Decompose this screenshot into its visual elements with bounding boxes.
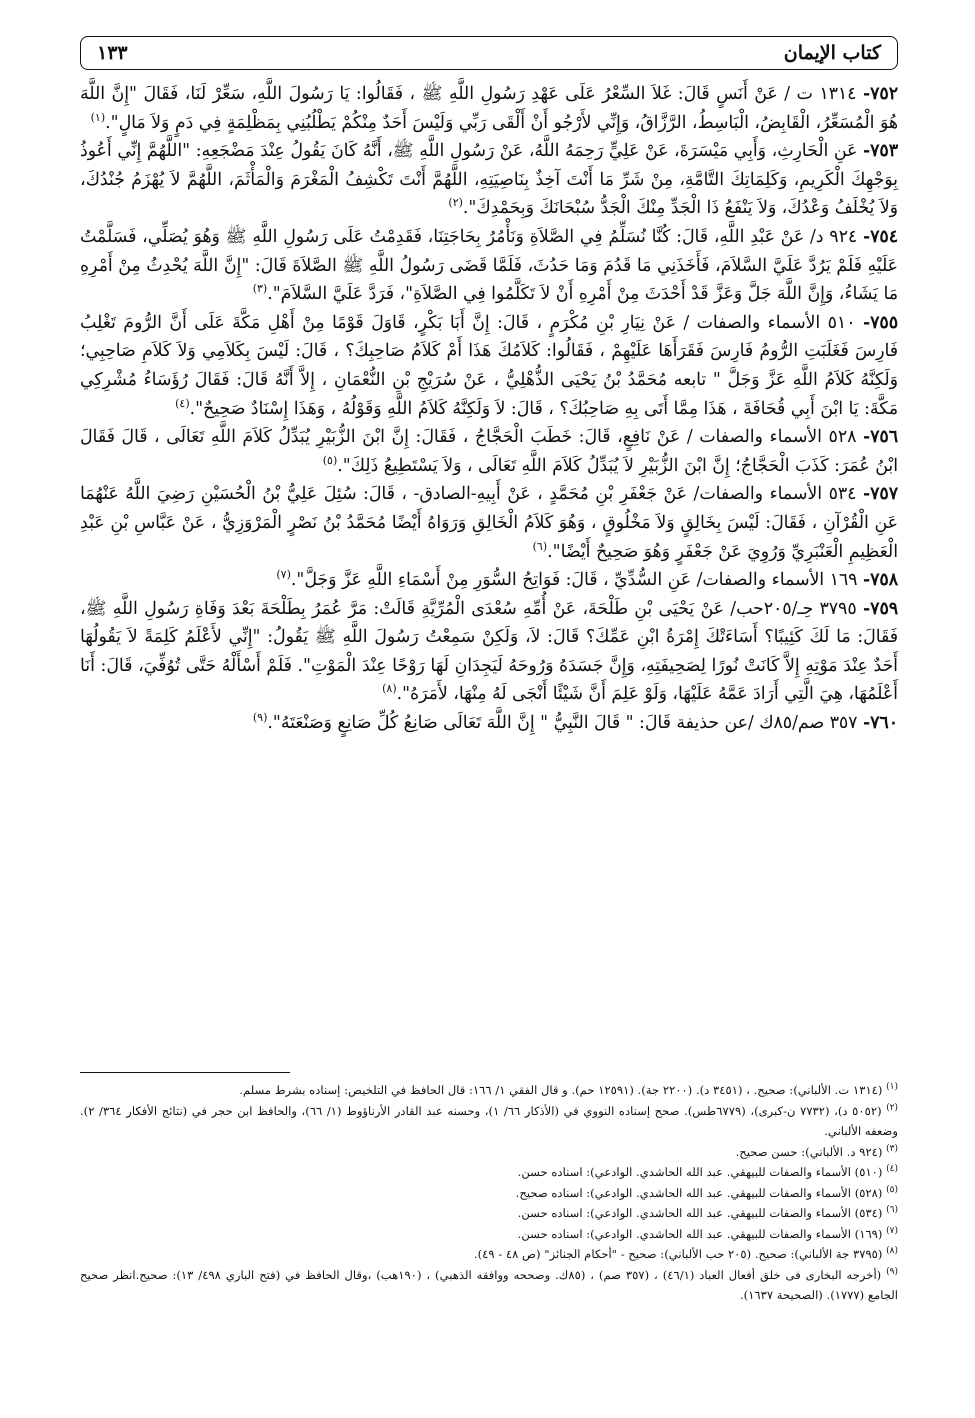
footnote-text: (٥٣٤) الأسماء والصفات للبيهقي. عبد الله الحاشدي. الوادعي): اسناده حسن.: [517, 1206, 883, 1220]
hadith-entry: [80, 137, 898, 223]
footnote-mark: (٧): [886, 1225, 898, 1236]
footnote-divider: [80, 1072, 290, 1073]
hadith-number: ٧٥٨-: [862, 570, 898, 591]
footnote-mark: (٥): [886, 1184, 898, 1195]
hadith-entry: [80, 709, 898, 738]
footnote-text: (٥١٠) الأسماء والصفات للبيهقي. عبد الله الحاشدي. الوادعي): اسناده حسن.: [517, 1165, 883, 1179]
footnote: [80, 1224, 898, 1245]
footnote: [80, 1203, 898, 1224]
hadith-entry: [80, 566, 898, 595]
footnote-mark: (٣): [886, 1143, 898, 1154]
footnote-text: (٣٧٩٥ جة الألباني): صحيح. (٢٠٥ حب الألباني): صحيح - "أحكام الجنائز" (ص ٤٨ - ٤٩).: [473, 1247, 883, 1261]
footnote-ref[interactable]: (١): [90, 110, 106, 124]
footnote-text: (٥٢٨) الأسماء والصفات للبيهقي. عبد الله الحاشدي. الوادعي): اسناده صحيح.: [515, 1185, 883, 1200]
page-header: [80, 36, 898, 70]
hadith-number: ٧٦٠-: [862, 713, 898, 734]
hadith-text: ١٦٩ الأسماء والصفات/ عَنِ السُّدِّيِّ ، قَالَ: فَوَاتِحُ السُّوَرِ مِنْ أَسْمَاءِ اللَّهِ عَزَّ وَجَلَّ".: [290, 570, 858, 591]
footnote-ref[interactable]: (٣): [252, 282, 268, 296]
hadith-text: ٥٢٨ الأسماء والصفات / عَنْ نَافِعٍ، قَالَ: خَطَبَ الْحَجَّاجُ ، فَقَالَ: إِنَّ ابْنَ الزُّبَيْرِ يُبَدِّلُ كَلاَمَ اللَّهِ تَعَالَى ، قَالَ فَقَالَ ابْنُ عُمَرَ: كَذَبَ الْحَجَّاجُ؛ إِنَّ ابْنَ الزُّبَيْرِ لاَ يُبَدِّلُ كَلاَمَ اللَّهِ تَعَالَى ، وَلاَ يَسْتَطِيعُ ذَلِكَ".: [80, 427, 898, 476]
page-number: ١٣٣: [97, 42, 128, 64]
page: [80, 36, 899, 1302]
footnote-ref[interactable]: (٦): [532, 539, 548, 553]
footnote-mark: (٢): [886, 1102, 899, 1113]
footnote-ref[interactable]: (٥): [322, 453, 338, 467]
footnotes: [80, 1080, 898, 1306]
hadith-entry: [80, 480, 898, 566]
footnote-text: (٥٠٥٢ د)، (٧٧٣٢ ن-كبرى)، (٦٧٧٩طس). صحح إسناده النووي في (الأذكار ٦٦/ ١)، وحسنه عبد القادر الأرناؤوط (١/ ٦٦)، والحافظ ابن حجر في (نتائج الأفكار ٣٦٤/ ٢). وضعفه الألباني.: [80, 1103, 898, 1138]
hadith-text: ٩٢٤ د/ عَنْ عَبْدِ اللَّهِ، قَالَ: كُنَّا نُسَلِّمُ فِي الصَّلاَةِ وَنَأْمُرُ بِحَاجَتِنَا، فَقَدِمْتُ عَلَى رَسُولِ اللَّهِ ﷺ وَهُوَ يُصَلِّي، فَسَلَّمْتُ عَلَيْهِ فَلَمْ يَرُدَّ عَلَيَّ السَّلاَمَ، فَأَخَذَنِي مَا قَدُمَ وَمَا حَدُثَ، فَلَمَّا قَضَى رَسُولُ اللَّهِ ﷺ الصَّلاَةَ قَالَ: "إِنَّ اللَّهَ يُحْدِثُ مِنْ أَمْرِهِ مَا يَشَاءُ، وَإِنَّ اللَّهَ جَلَّ وَعَزَّ قَدْ أَحْدَثَ مِنْ أَمْرِهِ أَنْ لاَ تَكَلَّمُوا فِي الصَّلاَةِ"، فَرَدَّ عَلَيَّ السَّلاَمَ".: [80, 226, 898, 305]
hadith-number: ٧٥٧-: [862, 484, 898, 505]
footnote-ref[interactable]: (٧): [276, 568, 291, 582]
footnote-ref[interactable]: (٩): [252, 711, 268, 725]
hadith-text: ٥٣٤ الأسماء والصفات/ عَنْ جَعْفَرِ بْنِ مُحَمَّدٍ ، عَنْ أَبِيهِ-الصادق- ، قَالَ: سُئِلَ عَلِيُّ بْنُ الْحُسَيْنِ رَضِيَ اللَّهُ عَنْهُمَا عَنِ الْقُرْآنِ ، فَقَالَ: لَيْسَ بِخَالِقٍ وَلاَ مَخْلُوقٍ ، وَهُوَ كَلاَمُ الْخَالِقِ وَرَوَاهُ أَيْضًا مُحَمَّدُ بْنُ نَصْرٍ الْمَرْوَزِيُّ ، عَنْ عَبَّاسِ بْنِ عَبْدِ الْعَظِيمِ الْعَنْبَرِيِّ وَرُوِيَ عَنْ جَعْفَرٍ وَهُوَ صَحِيحٌ أَيْضًا".: [80, 484, 898, 562]
footnote: [80, 1265, 898, 1306]
footnote: [80, 1162, 898, 1183]
footnote-ref[interactable]: (٢): [448, 196, 463, 210]
footnote: [80, 1080, 898, 1101]
hadith-text: ١٣١٤ ت / عَنْ أَنَسٍ قَالَ: غَلاَ السِّعْرُ عَلَى عَهْدِ رَسُولِ اللَّهِ ﷺ ، فَقَالُوا: يَا رَسُولَ اللَّهِ، سَعِّرْ لَنَا، فَقَالَ "إِنَّ اللَّهَ هُوَ الْمُسَعِّرُ، الْقَابِضُ، الْبَاسِطُ، الرَّزَّاقُ، وَإِنِّي لأَرْجُو أَنْ أَلْقَى رَبِّي وَلَيْسَ أَحَدٌ مِنْكُمْ يَطْلُبُنِي بِمَظْلِمَةٍ فِي دَمٍ وَلاَ مَالٍ".: [80, 84, 898, 133]
hadith-number: ٧٥٢-: [862, 84, 898, 104]
hadith-list: [80, 80, 898, 738]
hadith-text: ٣٧٩٥ حِـ/٢٠٥حب/ عَنْ يَحْيَى بْنِ طَلْحَةَ، عَنْ أُمِّهِ سُعْدَى الْمُرِّيَّةِ قَالَتْ: مَرَّ عُمَرُ بِطَلْحَةَ بَعْدَ وَفَاةِ رَسُولِ اللَّهِ ﷺ، فَقَالَ: مَا لَكَ كَئِيبًا؟ أَسَاءَتْكَ إِمْرَةُ ابْنِ عَمِّكَ؟ قَالَ: لاَ، وَلَكِنْ سَمِعْتُ رَسُولَ اللَّهِ ﷺ يَقُولُ: "إِنِّي لأَعْلَمُ كَلِمَةً لاَ يَقُولُهَا أَحَدٌ عِنْدَ مَوْتِهِ إِلاَّ كَانَتْ نُورًا لِصَحِيفَتِهِ، وَإِنَّ جَسَدَهُ وَرُوحَهُ لَيَجِدَانِ لَهَا رَوْحًا عِنْدَ الْمَوْتِ". فَلَمْ أَسْأَلْهُ حَتَّى تُوُفِّيَ، قَالَ: أَنَا أَعْلَمُهَا، هِيَ الَّتِي أَرَادَ عَمَّهُ عَلَيْهَا، وَلَوْ عَلِمَ أَنَّ شَيْئًا أَنْجَى لَهُ مِنْهَا، لأَمَرَهُ".: [80, 598, 898, 705]
footnote-text: (٩٢٤ د. الألباني): حسن صحيح.: [735, 1144, 883, 1159]
footnote-text: (أخرجه البخارى فى خلق أفعال العباد (٤٦/١) ، (٣٥٧ صم) ، (٨٥ك. وصححه ووافقه الذهبي) ، (١٩٠هب) ،وقال الحافظ في (فتح الباري ٤٩٨/ ١٣): صحيح.انظر صحيح الجامع (١٧٧٧). (الصحيحة ١٦٣٧).: [80, 1267, 898, 1302]
hadith-entry: [80, 309, 898, 423]
footnote: [80, 1244, 898, 1265]
footnote-mark: (٩): [886, 1266, 898, 1277]
book-title: كتاب الإيمان: [783, 42, 881, 64]
footnote-text: (١٦٩) الأسماء والصفات للبيهقي. عبد الله الحاشدي. الوادعي): اسناده حسن.: [517, 1226, 883, 1241]
footnote-mark: (١): [886, 1082, 898, 1093]
hadith-text: ٣٥٧ صم/٨٥ك /عن حذيفة قَالَ: " قَالَ النَّبِيُّ " إِنَّ اللَّهَ تَعَالَى صَانِعُ كُلِّ صَانِعٍ وَصَنْعَتَهُ".: [267, 713, 858, 734]
hadith-number: ٧٥٣-: [862, 141, 898, 162]
footnote: [80, 1183, 898, 1204]
footnote-mark: (٨): [886, 1246, 898, 1257]
hadith-entry: [80, 423, 898, 480]
footnote-mark: (٤): [886, 1164, 898, 1175]
hadith-entry: [80, 80, 898, 137]
footnote-text: (١٣١٤ ت. الألباني): صحيح. ، (٣٤٥١ د). (٢٢٠٠ جة). (١٢٥٩١ حم). و قال الفقي ١/ ١٦٦: قال الحافظ في التلخيص: إسناده بشرط مسلم.: [239, 1083, 883, 1097]
hadith-number: ٧٥٦-: [862, 427, 898, 448]
footnote-ref[interactable]: (٤): [175, 396, 190, 410]
footnote-mark: (٦): [886, 1205, 898, 1216]
hadith-number: ٧٥٥-: [862, 312, 898, 333]
footnote-ref[interactable]: (٨): [382, 682, 397, 696]
hadith-text: ٥١٠ الأسماء والصفات / عَنْ نِيَارِ بْنِ مُكْرَمٍ ، قَالَ: إِنَّ أَبَا بَكْرٍ، قَاوَلَ قَوْمًا مِنْ أَهْلِ مَكَّةَ عَلَى أَنَّ الرُّومَ تَغْلِبُ فَارِسَ فَغَلَبَتِ الرُّومُ فَارِسَ فَقَرَأَهَا عَلَيْهِمْ ، فَقَالُوا: كَلاَمُكَ هَذَا أَمْ كَلاَمُ صَاحِبِكَ؟ ، قَالَ: لَيْسَ بِكَلاَمِي وَلاَ كَلاَمِ صَاحِبِي؛ وَلَكِنَّهُ كَلاَمُ اللَّهِ عَزَّ وَجَلَّ " تابعه مُحَمَّدُ بْنُ يَحْيَى الذُّهْلِيُّ ، عَنْ سُرَيْجِ بْنِ النُّعْمَانِ ، إِلاَّ أَنَّهُ قَالَ: فَقَالَ رُؤَسَاءُ مُشْرِكِي مَكَّةَ: يَا ابْنَ أَبِي قُحَافَةَ ، هَذَا مِمَّا أَتَى بِهِ صَاحِبُكَ؟ ، قَالَ: لاَ وَلَكِنَّهُ كَلاَمُ اللَّهِ وَقَوْلُهُ ، وَهَذَا إِسْنَادٌ صَحِيحٌ".: [80, 312, 898, 419]
footnote: [80, 1101, 898, 1142]
hadith-entry: [80, 223, 898, 309]
hadith-number: ٧٥٤-: [862, 226, 898, 247]
hadith-number: ٧٥٩-: [862, 598, 899, 619]
hadith-entry: [80, 595, 898, 709]
footnote: [80, 1142, 898, 1163]
hadith-text: عَنِ الْحَارِثِ، وَأَبِي مَيْسَرَةَ، عَنْ عَلِيٍّ رَحِمَهُ اللَّهُ، عَنْ رَسُولِ اللَّهِ ﷺ، أَنَّهُ كَانَ يَقُولُ عِنْدَ مَضْجَعِهِ: "اللَّهُمَّ إِنِّي أَعُوذُ بِوَجْهِكَ الْكَرِيمِ، وَكَلِمَاتِكَ التَّامَّةِ، مِنْ شَرِّ مَا أَنْتَ آخِذٌ بِنَاصِيَتِهِ، اللَّهُمَّ أَنْتَ تَكْشِفُ الْمَغْرَمَ وَالْمَأْثَمَ، اللَّهُمَّ لاَ يُهْزَمُ جُنْدُكَ، وَلاَ يُخْلَفُ وَعْدُكَ، وَلاَ يَنْفَعُ ذَا الْجَدِّ مِنْكَ الْجَدُّ سُبْحَانَكَ وَبِحَمْدِكَ".: [80, 141, 898, 219]
